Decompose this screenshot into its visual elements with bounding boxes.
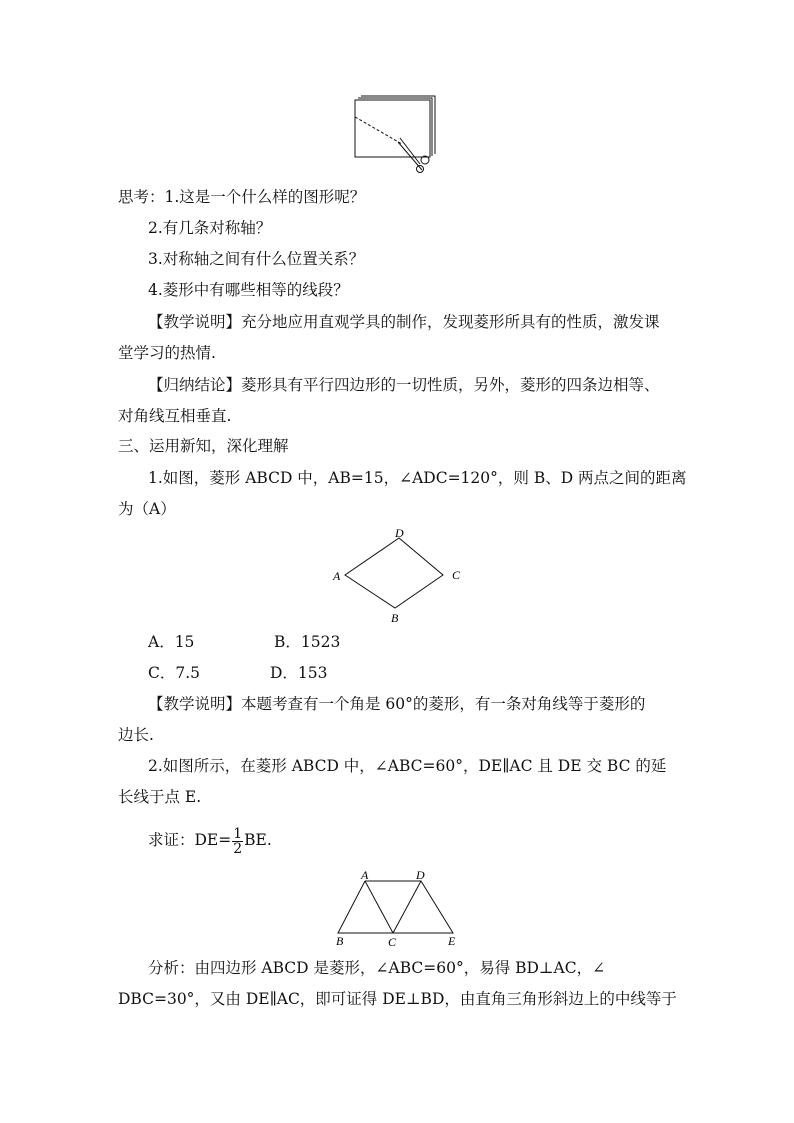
scissors-handle-2 [417, 166, 424, 173]
paper-back-sheet-2 [361, 96, 435, 154]
paper-cut-figure [350, 92, 440, 174]
paper-sheet [355, 100, 430, 157]
teaching-note-1-line-1: 【教学说明】充分地应用直观学具的制作，发现菱形所具有的性质，激发课 [148, 313, 660, 331]
think-question-3: 3.对称轴之间有什么位置关系？ [148, 250, 365, 268]
problem-2-prove-statement [148, 825, 708, 856]
rhombus-extension-figure [330, 866, 470, 948]
fraction-numerator: 1 [233, 825, 243, 842]
think-question-4: 4.菱形中有哪些相等的线段？ [148, 281, 349, 299]
scissors-blade-2 [400, 138, 420, 164]
problem-1-options-row-2 [148, 663, 708, 683]
think-question-2: 2.有几条对称轴？ [148, 219, 272, 237]
vertex-label-a: A [361, 868, 369, 882]
vertex-label-d: D [395, 526, 404, 540]
rhombus-figure [328, 525, 468, 627]
fraction-denominator: 2 [233, 840, 243, 857]
conclusion-line-1: 【归纳结论】菱形具有平行四边形的一切性质，另外，菱形的四条边相等、 [148, 376, 660, 394]
fraction-one-half [232, 827, 243, 856]
option-d: D．153 [270, 664, 328, 682]
prove-suffix: BE. [244, 831, 272, 849]
teaching-note-2-line-1: 【教学说明】本题考查有一个角是 60°的菱形，有一条对角线等于菱形的 [148, 695, 646, 713]
prove-prefix: 求证：DE= [148, 831, 232, 849]
option-b: B．1523 [274, 633, 341, 651]
vertex-label-c: C [388, 935, 397, 948]
paper-back-sheet-1 [358, 98, 432, 156]
cut-dashed-line [355, 117, 402, 144]
conclusion-line-2: 对角线互相垂直. [118, 407, 232, 425]
problem-1-line-1: 1.如图，菱形 ABCD 中，AB=15，∠ADC=120°，则 B、D 两点之间的距离 [148, 469, 687, 487]
think-question-1: 思考：1.这是一个什么样的图形呢？ [118, 188, 366, 206]
analysis-line-2: DBC=30°，又由 DE∥AC，即可证得 DE⊥BD，由直角三角形斜边上的中线等于 [118, 990, 677, 1008]
problem-1-options-row-1 [148, 632, 708, 652]
problem-1-line-2: 为（A） [118, 500, 176, 518]
section-heading: 三、运用新知，深化理解 [118, 437, 289, 455]
option-c: C．7.5 [148, 664, 201, 682]
segment-dc [393, 881, 421, 933]
vertex-label-c: C [452, 568, 461, 582]
teaching-note-2-line-2: 边长. [118, 726, 154, 744]
vertex-label-d: D [416, 868, 425, 882]
vertex-label-e: E [448, 934, 456, 948]
figure-outline [338, 881, 453, 933]
vertex-label-b: B [336, 934, 344, 948]
vertex-label-a: A [333, 569, 341, 583]
analysis-line-1: 分析：由四边形 ABCD 是菱形，∠ABC=60°，易得 BD⊥AC，∠ [148, 959, 606, 977]
problem-2-line-1: 2.如图所示，在菱形 ABCD 中，∠ABC=60°，DE∥AC 且 DE 交 BC 的延 [148, 757, 667, 775]
problem-2-line-2: 长线于点 E. [118, 788, 202, 806]
teaching-note-1-line-2: 堂学习的热情. [118, 344, 216, 362]
rhombus-outline [345, 538, 443, 608]
segment-ac [365, 881, 393, 933]
vertex-label-b: B [391, 611, 399, 625]
option-a: A．15 [148, 633, 195, 651]
